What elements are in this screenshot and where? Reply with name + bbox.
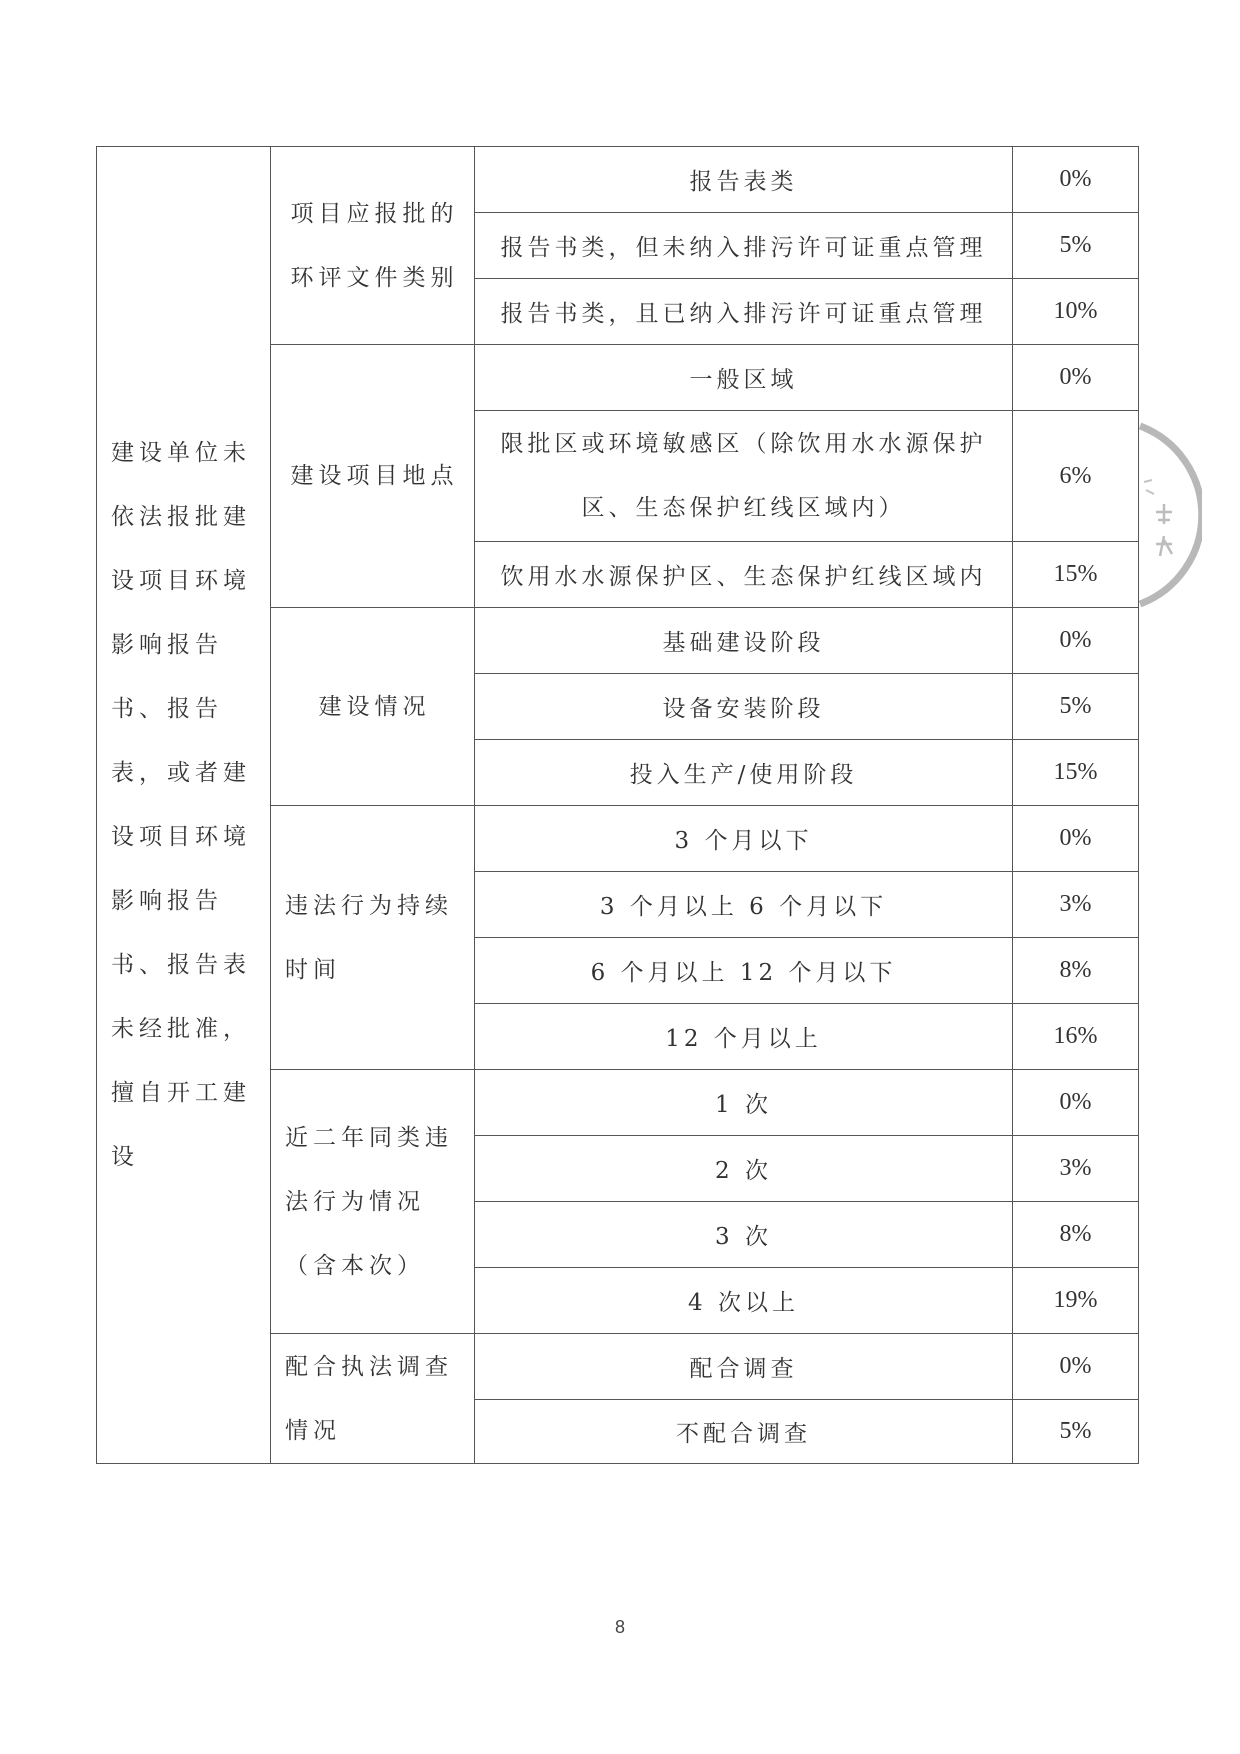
condition-cell: 3 个月以上 6 个月以下 <box>475 872 1013 938</box>
percent-cell: 16% <box>1013 1004 1139 1070</box>
percent-cell: 3% <box>1013 872 1139 938</box>
percent-cell: 19% <box>1013 1268 1139 1334</box>
factor-eia-document-type: 项目应报批的环评文件类别 <box>271 147 475 345</box>
partial-seal-stamp <box>1132 420 1202 610</box>
percent-cell: 6% <box>1013 411 1139 542</box>
percent-cell: 0% <box>1013 608 1139 674</box>
percent-cell: 8% <box>1013 1202 1139 1268</box>
condition-cell: 2 次 <box>475 1136 1013 1202</box>
page-number: 8 <box>614 1617 625 1637</box>
percent-cell: 10% <box>1013 279 1139 345</box>
condition-cell: 配合调查 <box>475 1334 1013 1400</box>
percent-cell: 5% <box>1013 674 1139 740</box>
percent-cell: 8% <box>1013 938 1139 1004</box>
condition-cell: 报告书类，且已纳入排污许可证重点管理 <box>475 279 1013 345</box>
factor-repeat-violations: 近二年同类违法行为情况（含本次） <box>271 1070 475 1334</box>
condition-cell: 6 个月以上 12 个月以下 <box>475 938 1013 1004</box>
percent-cell: 5% <box>1013 213 1139 279</box>
percent-cell: 5% <box>1013 1400 1139 1464</box>
violation-category-cell: 建设单位未依法报批建设项目环境影响报告书、报告表，或者建设项目环境影响报告书、报告表未经批准，擅自开工建设 <box>97 147 271 1464</box>
percent-cell: 0% <box>1013 147 1139 213</box>
condition-cell: 一般区域 <box>475 345 1013 411</box>
factor-construction-status: 建设情况 <box>271 608 475 806</box>
condition-cell: 12 个月以上 <box>475 1004 1013 1070</box>
percent-cell: 15% <box>1013 740 1139 806</box>
condition-cell: 设备安装阶段 <box>475 674 1013 740</box>
percent-cell: 0% <box>1013 1070 1139 1136</box>
factor-investigation-cooperation: 配合执法调查情况 <box>271 1334 475 1464</box>
percent-cell: 15% <box>1013 542 1139 608</box>
condition-cell: 1 次 <box>475 1070 1013 1136</box>
penalty-factor-table <box>96 146 1139 1464</box>
percent-cell: 0% <box>1013 806 1139 872</box>
factor-project-location: 建设项目地点 <box>271 345 475 608</box>
condition-cell: 不配合调查 <box>475 1400 1013 1464</box>
percent-cell: 0% <box>1013 1334 1139 1400</box>
table-row <box>97 147 1139 213</box>
condition-cell: 4 次以上 <box>475 1268 1013 1334</box>
condition-cell: 报告书类，但未纳入排污许可证重点管理 <box>475 213 1013 279</box>
percent-cell: 0% <box>1013 345 1139 411</box>
condition-cell: 报告表类 <box>475 147 1013 213</box>
percent-cell: 3% <box>1013 1136 1139 1202</box>
condition-cell: 投入生产/使用阶段 <box>475 740 1013 806</box>
factor-violation-duration: 违法行为持续时间 <box>271 806 475 1070</box>
condition-cell: 3 个月以下 <box>475 806 1013 872</box>
condition-cell: 饮用水水源保护区、生态保护红线区域内 <box>475 542 1013 608</box>
condition-cell: 基础建设阶段 <box>475 608 1013 674</box>
condition-cell: 限批区或环境敏感区（除饮用水水源保护区、生态保护红线区域内） <box>475 411 1013 542</box>
condition-cell: 3 次 <box>475 1202 1013 1268</box>
